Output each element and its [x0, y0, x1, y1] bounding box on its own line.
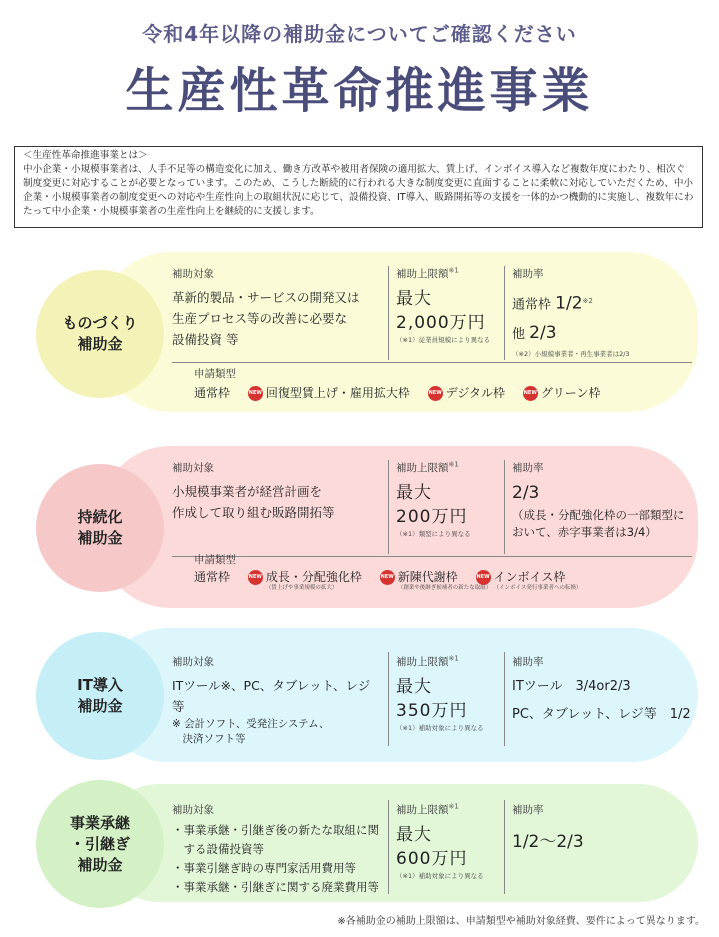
- type-item: [523, 384, 601, 401]
- types-label: 申請類型: [194, 554, 236, 566]
- type-label: 成長・分配強化枠: [265, 570, 362, 584]
- rate-value: 2/3: [512, 483, 540, 503]
- limit-note: （※1）補助対象により異なる: [396, 724, 484, 732]
- type-label: 通常枠: [194, 386, 231, 400]
- page-title: 生産性革命推進事業: [125, 63, 594, 119]
- rate-value: 1/2～2/3: [512, 832, 584, 852]
- type-item: [194, 568, 230, 585]
- rate-line: PC、タブレット、レジ等 1/2: [512, 707, 691, 722]
- program-name: 持続化 補助金: [36, 464, 164, 592]
- target-text: ITツール※、PC、タブレット、レジ等: [172, 678, 371, 714]
- intro-box: [14, 146, 703, 228]
- types-label: 申請類型: [194, 368, 236, 380]
- type-label: 新陳代謝枠: [397, 570, 458, 584]
- target-text: 小規模事業者が経営計画を 作成して取り組む販路開拓等: [172, 484, 335, 520]
- target-label: 補助対象: [172, 462, 214, 474]
- limit-label: 補助上限額: [396, 462, 449, 474]
- intro-heading: ＜生産性革命推進事業とは＞: [23, 150, 148, 161]
- limit-label: 補助上限額: [396, 268, 449, 280]
- limit-note-mark: ※1: [448, 654, 459, 663]
- rate-column: [512, 460, 692, 541]
- rate-note: （※2）小規模事業者・再生事業者は2/3: [512, 350, 630, 359]
- rate-label: 補助率: [512, 462, 544, 474]
- rate-column: [512, 802, 692, 852]
- target-note: ※ 会計ソフト、受発注システム、 決済ソフト等: [172, 718, 330, 745]
- type-label: デジタル枠: [445, 386, 505, 400]
- divider: [172, 362, 692, 363]
- rate-value: 2/3: [529, 323, 557, 344]
- limit-note: （※1）類型により異なる: [396, 530, 471, 538]
- limit-amount: 最大 600万円: [396, 825, 468, 869]
- divider: [388, 800, 389, 894]
- type-sub: （創業や後継ぎ候補者の新たな取組）: [397, 585, 492, 591]
- target-column: [172, 460, 382, 523]
- new-badge-icon: NEW: [523, 386, 538, 401]
- limit-amount: 最大 350万円: [396, 677, 468, 721]
- type-sub: （賃上げや事業規模の拡大）: [265, 585, 338, 591]
- divider: [388, 652, 389, 746]
- new-badge-icon: NEW: [248, 386, 263, 401]
- program-succession: [0, 784, 719, 906]
- rate-type-label: 他: [512, 327, 526, 343]
- limit-note-mark: ※1: [448, 266, 459, 275]
- program-monozukuri: [0, 252, 719, 414]
- target-text: ・事業承継・引継ぎ後の新たな取組に関 する設備投資等 ・事業引継ぎ時の専門家活用費用等 ・事業承継・引継ぎに関する廃業費用等: [172, 823, 379, 894]
- limit-amount: 最大 2,000万円: [396, 289, 486, 333]
- divider: [504, 652, 505, 746]
- limit-column: [396, 266, 502, 344]
- type-sub: （インボイス発行事業者への転換）: [493, 585, 582, 591]
- target-label: 補助対象: [172, 268, 214, 280]
- type-label: 通常枠: [194, 570, 231, 584]
- rate-type-label: 通常枠: [512, 297, 552, 313]
- rate-label: 補助率: [512, 804, 544, 816]
- new-badge-icon: NEW: [428, 386, 443, 401]
- limit-column: [396, 654, 502, 732]
- rate-label: 補助率: [512, 268, 544, 280]
- intro-body: 中小企業・小規模事業者は、人手不足等の構造変化に加え、働き方改革や被用者保険の適用拡大、賃上げ、インボイス導入など複数年度にわたり、相次ぐ制度変更に対応することが必要となっています。このため、こうした断続的に行われる大きな制度変更に直面することに柔軟に対応していただくため、中小企業・小規模事業者の制度変更への対応や生産性向上の取組状況に応じて、設備投資、IT導入、販路開拓等の支援を一体的かつ機動的に実施し、複数年にわたって中小企業・小規模事業者の生産性向上を継続的に支援します。: [23, 164, 694, 217]
- footer-note: ※各補助金の補助上限額は、申請類型や補助対象経費、要件によって異なります。: [337, 916, 705, 927]
- limit-note-mark: ※1: [448, 460, 459, 469]
- limit-note-mark: ※1: [448, 802, 459, 811]
- divider: [172, 556, 692, 557]
- divider: [504, 800, 505, 894]
- rate-column: [512, 654, 692, 729]
- divider: [388, 460, 389, 554]
- rate-label: 補助率: [512, 656, 544, 668]
- target-text: 革新的製品・サービスの開発又は 生産プロセス等の改善に必要な 設備投資 等: [172, 290, 360, 347]
- rate-value: 1/2: [555, 293, 583, 314]
- type-item: [428, 384, 505, 401]
- page-subtitle: 令和4年以降の補助金についてご確認ください: [142, 22, 577, 46]
- target-column: [172, 654, 382, 747]
- types-row: [194, 568, 582, 591]
- type-label: グリーン枠: [540, 386, 601, 400]
- limit-column: [396, 802, 502, 880]
- limit-column: [396, 460, 502, 538]
- program-name: ものづくり 補助金: [36, 270, 164, 398]
- limit-label: 補助上限額: [396, 656, 449, 668]
- types-row: [194, 384, 615, 401]
- rate-line: ITツール 3/4or2/3: [512, 679, 631, 694]
- target-label: 補助対象: [172, 656, 214, 668]
- limit-note: （※1）従業員規模により異なる: [396, 336, 491, 344]
- type-label: インボイス枠: [493, 570, 566, 584]
- target-column: [172, 802, 386, 897]
- new-badge-icon: NEW: [476, 570, 491, 585]
- program-name: 事業承継 ・引継ぎ 補助金: [36, 780, 164, 908]
- rate-detail: （成長・分配強化枠の一部類型に おいて、赤字事業者は3/4）: [512, 508, 685, 539]
- rate-note-mark: ※2: [582, 297, 593, 305]
- type-item: [248, 568, 362, 591]
- target-column: [172, 266, 382, 350]
- limit-amount: 最大 200万円: [396, 483, 468, 527]
- rate-column: [512, 266, 692, 358]
- program-it: [0, 628, 719, 764]
- program-jizokuka: [0, 446, 719, 610]
- new-badge-icon: NEW: [380, 570, 395, 585]
- type-item: [194, 384, 230, 401]
- type-item: [248, 384, 410, 401]
- limit-label: 補助上限額: [396, 804, 449, 816]
- divider: [504, 266, 505, 360]
- program-name: IT導入 補助金: [36, 632, 164, 760]
- type-item: [380, 568, 492, 591]
- new-badge-icon: NEW: [248, 570, 263, 585]
- limit-note: （※1）補助対象により異なる: [396, 872, 484, 880]
- target-label: 補助対象: [172, 804, 214, 816]
- divider: [504, 460, 505, 554]
- type-item: [476, 568, 582, 591]
- divider: [388, 266, 389, 360]
- type-label: 回復型賃上げ・雇用拡大枠: [265, 386, 410, 400]
